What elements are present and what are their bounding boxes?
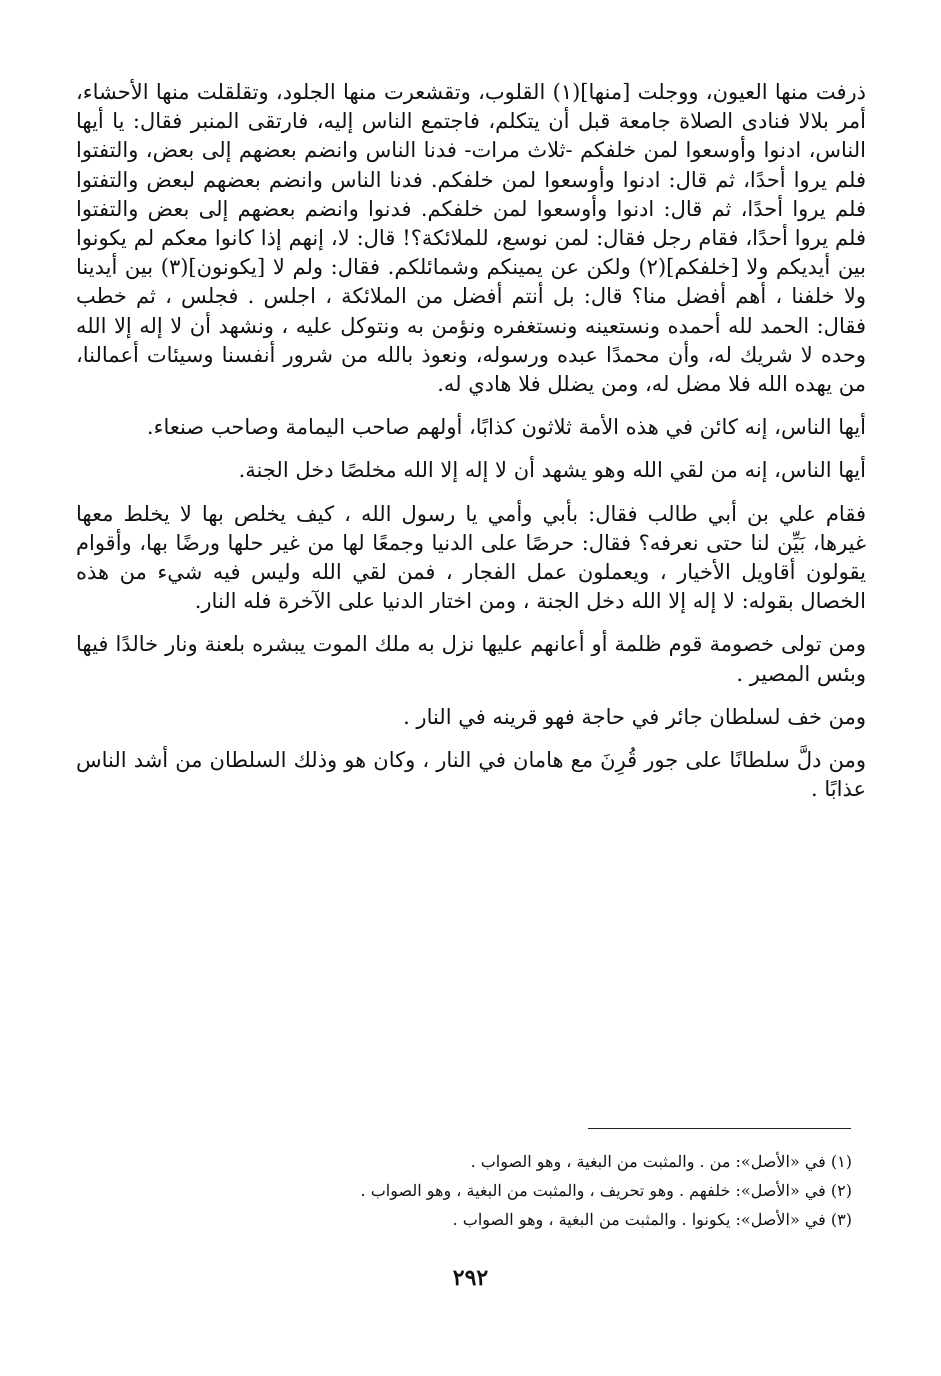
paragraph-7: ومن دلَّ سلطانًا على جور قُرِنَ مع هامان في النار ، وكان هو وذلك السلطان من أشد الناس عذابًا . — [76, 748, 866, 802]
paragraph-4: فقام علي بن أبي طالب فقال: بأبي وأمي يا رسول الله ، كيف يخلص بها لا يخلط معها غيرها، بَيِّن لنا حتى نعرفه؟ فقال: حرصًا على الدنيا وجمعًا لها من غير حلها ورضًا بها، وأقوام يقولون أقاويل الأخيار ، ويعملون عمل الفجار ، فمن لقي الله وليس فيه شيء من هذه الخصال بقوله: لا إله إلا الله دخل الجنة ، ومن اختار الدنيا على الآخرة فله النار. — [76, 501, 866, 614]
page-number: ٢٩٢ — [452, 1265, 489, 1291]
paragraph-2: أيها الناس، إنه كائن في هذه الأمة ثلاثون كذابًا، أولهم صاحب اليمامة وصاحب صنعاء. — [146, 415, 866, 440]
paragraph-5: ومن تولى خصومة قوم ظلمة أو أعانهم عليها نزل به ملك الموت يبشره بلعنة ونار خالدًا فيها وبئس المصير . — [76, 632, 866, 686]
footnote-divider — [588, 1128, 851, 1129]
main-text — [76, 78, 866, 804]
paragraph-6: ومن خف لسلطان جائر في حاجة فهو قرينه في النار . — [403, 704, 866, 729]
footnotes — [76, 1147, 852, 1234]
paragraph-1: ذرفت منها العيون، ووجلت [منها](١) القلوب، وتقشعرت منها الجلود، وتقلقلت منها الأحشاء، أمر بلالا فنادى الصلاة جامعة قبل أن يتكلم، فاجتمع الناس إليه، فارتقى المنبر فقال: يا أيها الناس، ادنوا وأوسعوا لمن خلفكم -ثلاث مرات- فدنا الناس وانضم بعضهم إلى بعض، والتفتوا فلم يروا أحدًا، ثم قال: ادنوا وأوسعوا لمن خلفكم. فدنا الناس وانضم بعضهم لبعض والتفتوا فلم يروا أحدًا، ثم قال: ادنوا وأوسعوا لمن خلفكم. فدنوا وانضم بعضهم إلى بعض والتفتوا فلم يروا أحدًا، فقام رجل فقال: لمن نوسع، للملائكة؟! قال: لا، إنهم إذا كانوا معكم لم يكونوا بين أيديكم ولا [خلفكم](٢) ولكن عن يمينكم وشمائلكم. فقال: ولم لا [يكونون](٣) بين أيدينا ولا خلفنا ، أهم أفضل منا؟ قال: بل أنتم أفضل من الملائكة ، اجلس . فجلس ، ثم خطب فقال: الحمد لله أحمده ونستعينه ونستغفره ونؤمن به ونتوكل عليه ، ونشهد أن لا إله إلا الله وحده لا شريك له، وأن محمدًا عبده ورسوله، ونعوذ بالله من شرور أنفسنا وسيئات أعمالنا، من يهده الله فلا مضل له، ومن يضلل فلا هادي له. — [76, 80, 866, 397]
paragraph-3: أيها الناس، إنه من لقي الله وهو يشهد أن لا إله إلا الله مخلصًا دخل الجنة. — [238, 458, 866, 483]
footnote-2: (٢) في «الأصل»: خلفهم . وهو تحريف ، والمثبت من البغية ، وهو الصواب . — [360, 1181, 852, 1200]
footnote-1: (١) في «الأصل»: من . والمثبت من البغية ، وهو الصواب . — [470, 1152, 852, 1171]
footnote-3: (٣) في «الأصل»: يكونوا . والمثبت من البغية ، وهو الصواب . — [452, 1210, 852, 1229]
